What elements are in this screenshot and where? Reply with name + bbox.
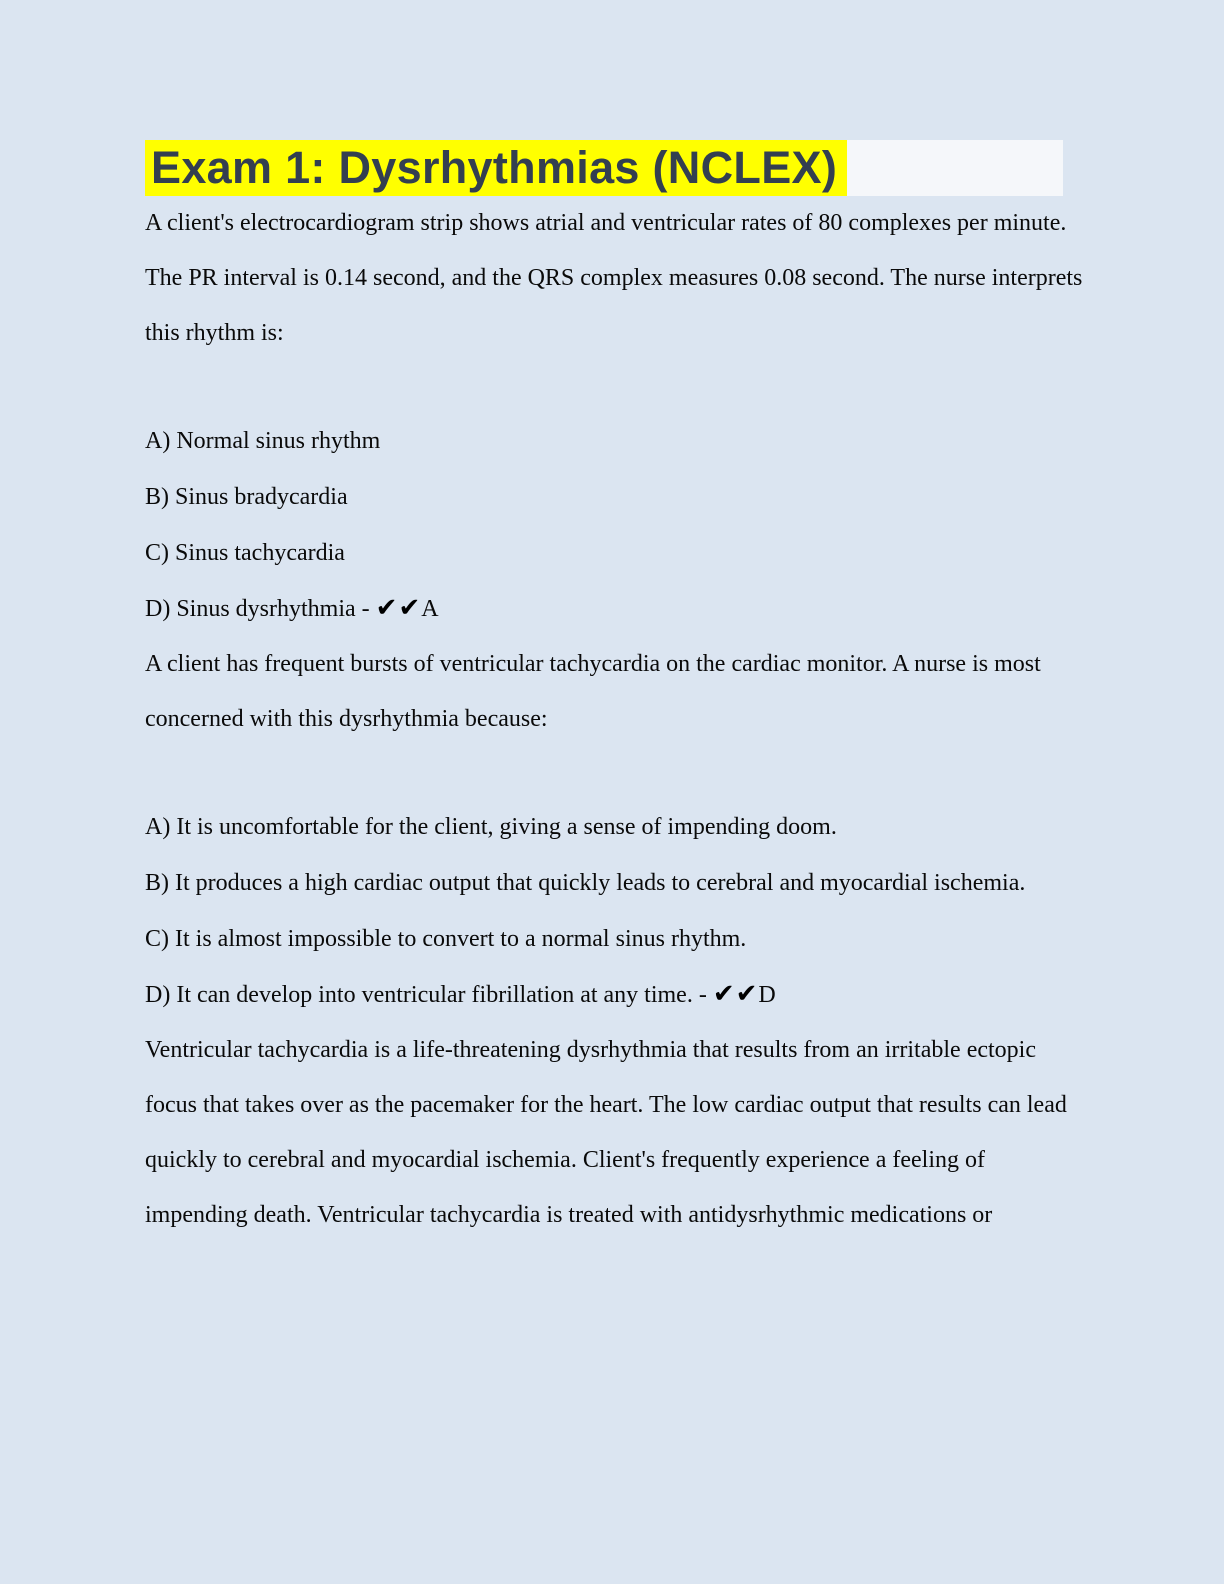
- rationale-text: Ventricular tachycardia is a life-threatening dysrhythmia that results from an irritable ectopic focus that takes over as the pacemaker for the heart. The low cardiac output that results can lead quickly to cerebral and myocardial ischemia. Client's frequently experience a feeling of impending death. Ventricular tachycardia is treated with antidysrhythmic medications or: [145, 1037, 1067, 1228]
- title-row: [145, 0, 1087, 196]
- question-2-option-a: [145, 799, 1087, 855]
- option-text: C) It is almost impossible to convert to a normal sinus rhythm.: [145, 926, 747, 952]
- question-2-stem: A client has frequent bursts of ventricular tachycardia on the cardiac monitor. A nurse is most concerned with this dysrhythmia because:: [145, 651, 1041, 732]
- option-text: A) It is uncomfortable for the client, giving a sense of impending doom.: [145, 814, 837, 840]
- correct-answer-letter: A: [421, 596, 439, 622]
- question-2-option-d: [145, 967, 1087, 1023]
- option-text: C) Sinus tachycardia: [145, 540, 345, 566]
- correct-answer-checkmarks: ✔✔: [712, 979, 759, 1009]
- correct-answer-checkmarks: ✔✔: [375, 593, 422, 623]
- question-1-options: [145, 413, 1087, 637]
- option-text: B) It produces a high cardiac output that quickly leads to cerebral and myocardial ischemia.: [145, 870, 1026, 896]
- page-title: Exam 1: Dysrhythmias (NCLEX): [145, 140, 847, 196]
- question-1-option-a: [145, 413, 1087, 469]
- option-text: B) Sinus bradycardia: [145, 484, 348, 510]
- option-text: D) Sinus dysrhythmia -: [145, 596, 376, 622]
- question-1-option-c: [145, 525, 1087, 581]
- correct-answer-letter: D: [758, 982, 776, 1008]
- question-2-options: [145, 799, 1087, 1023]
- question-1-option-d: [145, 581, 1087, 637]
- title-trailing-highlight: [847, 140, 1063, 196]
- question-1-stem: A client's electrocardiogram strip shows atrial and ventricular rates of 80 complexes per minute. The PR interval is 0.14 second, and the QRS complex measures 0.08 second. The nurse interprets this rhythm is:: [145, 210, 1083, 346]
- question-2-option-c: [145, 911, 1087, 967]
- question-1-option-b: [145, 469, 1087, 525]
- option-text: D) It can develop into ventricular fibrillation at any time. -: [145, 982, 713, 1008]
- question-2-option-b: [145, 855, 1087, 911]
- document-content: [145, 0, 1087, 1243]
- option-text: A) Normal sinus rhythm: [145, 428, 381, 454]
